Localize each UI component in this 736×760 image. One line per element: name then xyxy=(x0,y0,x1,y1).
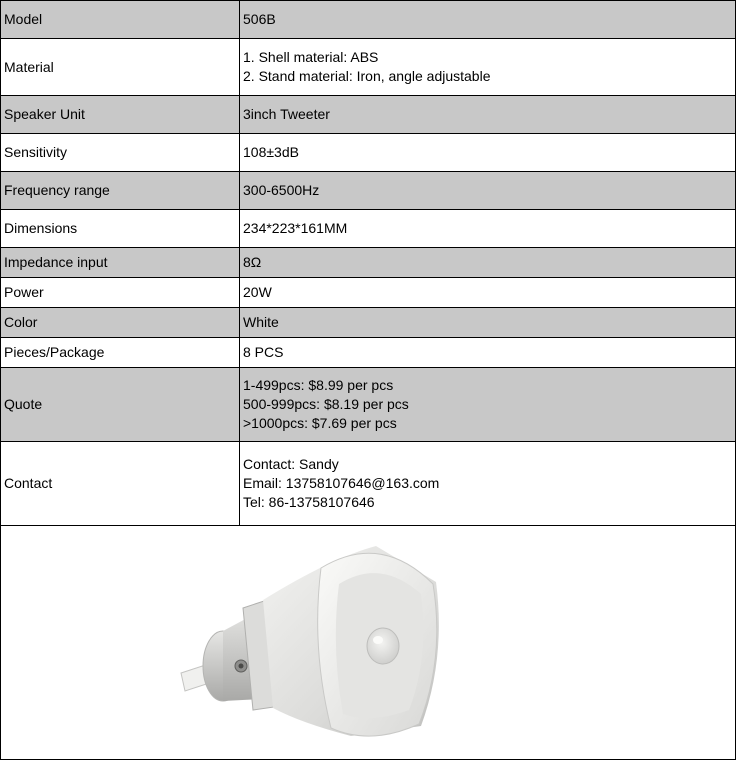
value-line: 1. Shell material: ABS xyxy=(243,49,379,65)
value-material xyxy=(240,39,736,96)
value-line: 2. Stand material: Iron, angle adjustable xyxy=(243,68,491,84)
product-image xyxy=(1,526,736,759)
value-speaker-unit xyxy=(240,96,736,134)
row-pieces-package xyxy=(1,338,736,368)
value-sensitivity xyxy=(240,134,736,172)
value-contact xyxy=(240,442,736,526)
label-sensitivity: Sensitivity xyxy=(1,134,240,172)
value-line: 3inch Tweeter xyxy=(243,106,330,122)
row-color xyxy=(1,308,736,338)
value-line: Email: 13758107646@163.com xyxy=(243,475,440,491)
value-quote xyxy=(240,368,736,442)
row-dimensions xyxy=(1,210,736,248)
label-quote: Quote xyxy=(1,368,240,442)
label-contact: Contact xyxy=(1,442,240,526)
row-frequency-range xyxy=(1,172,736,210)
value-line: 506B xyxy=(243,11,276,27)
value-pieces-package xyxy=(240,338,736,368)
label-pieces-package: Pieces/Package xyxy=(1,338,240,368)
row-speaker-unit xyxy=(1,96,736,134)
value-line: Tel: 86-13758107646 xyxy=(243,494,375,510)
row-sensitivity xyxy=(1,134,736,172)
row-material xyxy=(1,39,736,96)
product-image-cell xyxy=(1,526,736,760)
label-model: Model xyxy=(1,1,240,39)
row-contact xyxy=(1,442,736,526)
value-line: >1000pcs: $7.69 per pcs xyxy=(243,415,397,431)
value-line: 20W xyxy=(243,284,272,300)
label-impedance-input: Impedance input xyxy=(1,248,240,278)
value-line: 8 PCS xyxy=(243,344,284,360)
row-power xyxy=(1,278,736,308)
label-frequency-range: Frequency range xyxy=(1,172,240,210)
label-material: Material xyxy=(1,39,240,96)
value-line: 500-999pcs: $8.19 per pcs xyxy=(243,396,409,412)
value-line: 234*223*161MM xyxy=(243,220,348,236)
value-line: 108±3dB xyxy=(243,144,299,160)
value-frequency-range xyxy=(240,172,736,210)
value-line: 300-6500Hz xyxy=(243,182,320,198)
value-line: Contact: Sandy xyxy=(243,456,339,472)
value-line: White xyxy=(243,314,279,330)
row-model xyxy=(1,1,736,39)
value-power xyxy=(240,278,736,308)
value-line: 1-499pcs: $8.99 per pcs xyxy=(243,377,394,393)
row-impedance-input xyxy=(1,248,736,278)
value-impedance-input xyxy=(240,248,736,278)
label-speaker-unit: Speaker Unit xyxy=(1,96,240,134)
label-color: Color xyxy=(1,308,240,338)
horn-speaker-icon xyxy=(171,538,451,743)
label-dimensions: Dimensions xyxy=(1,210,240,248)
label-power: Power xyxy=(1,278,240,308)
row-quote xyxy=(1,368,736,442)
value-model xyxy=(240,1,736,39)
value-line: 8Ω xyxy=(243,254,262,270)
value-dimensions xyxy=(240,210,736,248)
row-product-image xyxy=(1,526,736,760)
value-color xyxy=(240,308,736,338)
